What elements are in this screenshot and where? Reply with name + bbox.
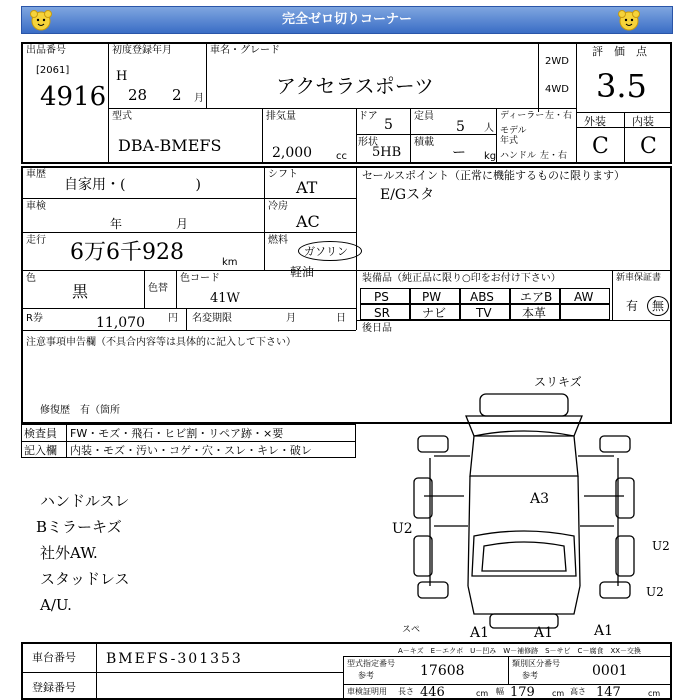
notes-label: 注意事項申告欄（不具合内容等は具体的に記入して下さい） xyxy=(26,337,296,348)
shift-value: AT xyxy=(296,178,318,197)
lot-label: 出品番号 xyxy=(26,45,66,56)
lot-code: [2061] xyxy=(36,65,70,76)
damage-mark: A1 xyxy=(594,623,614,639)
cm-unit: cm xyxy=(476,689,489,698)
disp-value: 2,000 xyxy=(272,145,313,161)
grade-value: 3.5 xyxy=(596,67,647,105)
model-name: アクセラスポーツ xyxy=(276,74,434,98)
mileage-label: 走行 xyxy=(26,235,46,246)
repair-label: 修復歴 有（箇所 xyxy=(40,405,120,416)
drive-2wd: 2WD xyxy=(545,56,569,67)
damage-mark: スリキズ xyxy=(534,375,582,389)
shape-value: 5HB xyxy=(372,145,402,160)
damage-mark: U2 xyxy=(646,585,664,599)
color-code-label: 色コード xyxy=(180,273,220,284)
equipment-grid xyxy=(360,288,610,320)
chassis-label: 車台番号 xyxy=(32,651,76,664)
cm-unit: cm xyxy=(648,689,661,698)
color-code: 41W xyxy=(210,291,240,306)
chassis-value: BMEFS-301353 xyxy=(106,651,243,667)
car-diagram xyxy=(404,386,644,639)
history-value: 自家用・( ) xyxy=(64,177,201,193)
warranty-label: 新車保証書 xyxy=(616,273,662,283)
inspection-month: 月 xyxy=(176,217,189,231)
equip-item: ABS xyxy=(470,290,494,304)
model-year-label: モデル年式 xyxy=(500,126,527,146)
remark-item: スタッドレス xyxy=(40,570,130,588)
recycle-value: 11,070 xyxy=(96,315,145,331)
disp-unit: cc xyxy=(336,151,347,162)
fuel-label: 燃料 xyxy=(268,235,288,246)
remark-item: Bミラーキズ xyxy=(36,518,122,536)
damage-mark: U2 xyxy=(652,539,670,553)
ext-grade: C xyxy=(592,134,609,159)
equip-item: TV xyxy=(476,306,492,320)
cap-value: 5 xyxy=(456,119,465,135)
damage-mark: スペ xyxy=(402,625,421,635)
cert-label: 車検証明用 xyxy=(347,687,387,696)
shift-label: シフト xyxy=(268,169,298,180)
ext-label: 外装 xyxy=(584,115,606,128)
mascot-icon xyxy=(28,8,54,32)
month-unit: 月 xyxy=(194,93,204,104)
damage-mark: A3 xyxy=(530,491,550,507)
doors-label: ドア xyxy=(358,111,378,122)
lot-number: 4916 xyxy=(40,82,107,112)
mascot-icon xyxy=(616,8,642,32)
color-replace-label: 色替 xyxy=(148,283,168,294)
load-unit: kg xyxy=(484,151,497,162)
title-change-label: 名変期限 xyxy=(192,313,232,324)
cm-unit: cm xyxy=(552,689,565,698)
ref-label: 参考 xyxy=(522,671,538,680)
dealer-val: 左・右 xyxy=(545,111,573,121)
damage-mark: A1 xyxy=(470,625,490,641)
post-fit-label: 後日品 xyxy=(362,323,392,334)
checker-row: FW・モズ・飛石・ヒビ割・リペア跡・×要 xyxy=(70,427,284,440)
load-label: 積載 xyxy=(414,137,434,148)
remark-item: 社外AW. xyxy=(40,544,98,562)
warranty-no: 無 xyxy=(652,299,665,313)
int-grade: C xyxy=(640,134,657,159)
fuel-diesel: 軽油 xyxy=(290,265,315,279)
disp-label: 排気量 xyxy=(266,111,296,122)
color-label: 色 xyxy=(26,273,36,284)
damage-mark: A1 xyxy=(534,625,554,641)
remark-item: ハンドルスレ xyxy=(40,492,130,510)
dealer-label: ディーラー xyxy=(500,111,545,121)
type-num: 17608 xyxy=(420,663,465,679)
inspection-year: 年 xyxy=(110,217,123,231)
handle-label: ハンドル xyxy=(500,151,537,161)
equip-item: エアB xyxy=(520,290,553,304)
fuel-circle xyxy=(298,241,362,261)
type-label: 型式 xyxy=(112,111,132,122)
ac-value: AC xyxy=(296,212,320,231)
checker-label: 検査員 xyxy=(24,427,57,440)
sales-note: E/Gスタ xyxy=(380,187,435,203)
grade-label: 評 価 点 xyxy=(592,45,647,58)
page-header xyxy=(21,6,673,34)
length: 446 xyxy=(420,685,445,700)
height: 147 xyxy=(596,685,621,700)
page-title: 完全ゼロ切りコーナー xyxy=(281,12,412,27)
width: 179 xyxy=(510,685,535,700)
type-num-label: 型式指定番号 xyxy=(347,659,395,668)
record-label: 記入欄 xyxy=(24,444,57,457)
title-month: 月 xyxy=(286,313,296,324)
year: 28 xyxy=(128,86,148,104)
ac-label: 冷房 xyxy=(268,201,288,212)
warranty-yes: 有 xyxy=(626,299,639,313)
inspection-label: 車検 xyxy=(26,201,46,212)
equipment-label: 装備品（純正品に限り○印をお付け下さい） xyxy=(362,273,561,284)
length-label: 長さ xyxy=(398,687,414,696)
damage-legend: A－キズ E－エクボ U－凹み W－補修跡 S－サビ C－腐食 XX－交換 xyxy=(398,647,642,655)
mileage-unit: km xyxy=(222,257,238,268)
handle-val: 左・右 xyxy=(540,151,568,161)
shape-label: 形状 xyxy=(358,137,378,148)
width-label: 幅 xyxy=(496,687,504,696)
type-value: DBA-BMEFS xyxy=(118,136,222,155)
equip-item: PS xyxy=(374,290,389,304)
equip-item: PW xyxy=(422,290,442,304)
ref-label: 参考 xyxy=(358,671,374,680)
damage-mark: U2 xyxy=(392,521,413,537)
class-label: 類別区分番号 xyxy=(512,659,560,668)
int-label: 内装 xyxy=(632,115,654,128)
title-day: 日 xyxy=(336,313,346,324)
equip-item: ナビ xyxy=(422,306,447,320)
history-label: 車歴 xyxy=(26,169,46,180)
month: 2 xyxy=(172,86,182,104)
doors-value: 5 xyxy=(384,117,393,133)
sales-label: セールスポイント（正常に機能するものに限ります） xyxy=(362,169,626,182)
height-label: 高さ xyxy=(570,687,586,696)
first-reg-label: 初度登録年月 xyxy=(112,45,172,56)
cap-label: 定員 xyxy=(414,111,434,122)
model-label: 車名・グレード xyxy=(210,45,280,56)
cap-unit: 人 xyxy=(484,123,494,134)
equip-item: AW xyxy=(574,290,594,304)
recycle-label: R券 xyxy=(26,313,43,324)
equip-item: SR xyxy=(374,306,390,320)
drive-4wd: 4WD xyxy=(545,84,569,95)
mileage-value: 6万6千928 xyxy=(70,240,184,265)
load-value: ー xyxy=(452,145,466,161)
record-row: 内装・モズ・汚い・コゲ・穴・スレ・キレ・破レ xyxy=(70,444,312,457)
equip-item: 本革 xyxy=(522,306,547,320)
color-value: 黒 xyxy=(72,282,89,301)
fuel-gas: ガソリン xyxy=(304,245,348,258)
reg-label: 登録番号 xyxy=(32,681,76,694)
warranty-circle xyxy=(647,296,669,316)
era: H xyxy=(116,69,128,84)
class-num: 0001 xyxy=(592,663,628,679)
recycle-unit: 円 xyxy=(168,313,178,324)
remark-item: A/U. xyxy=(40,596,72,614)
